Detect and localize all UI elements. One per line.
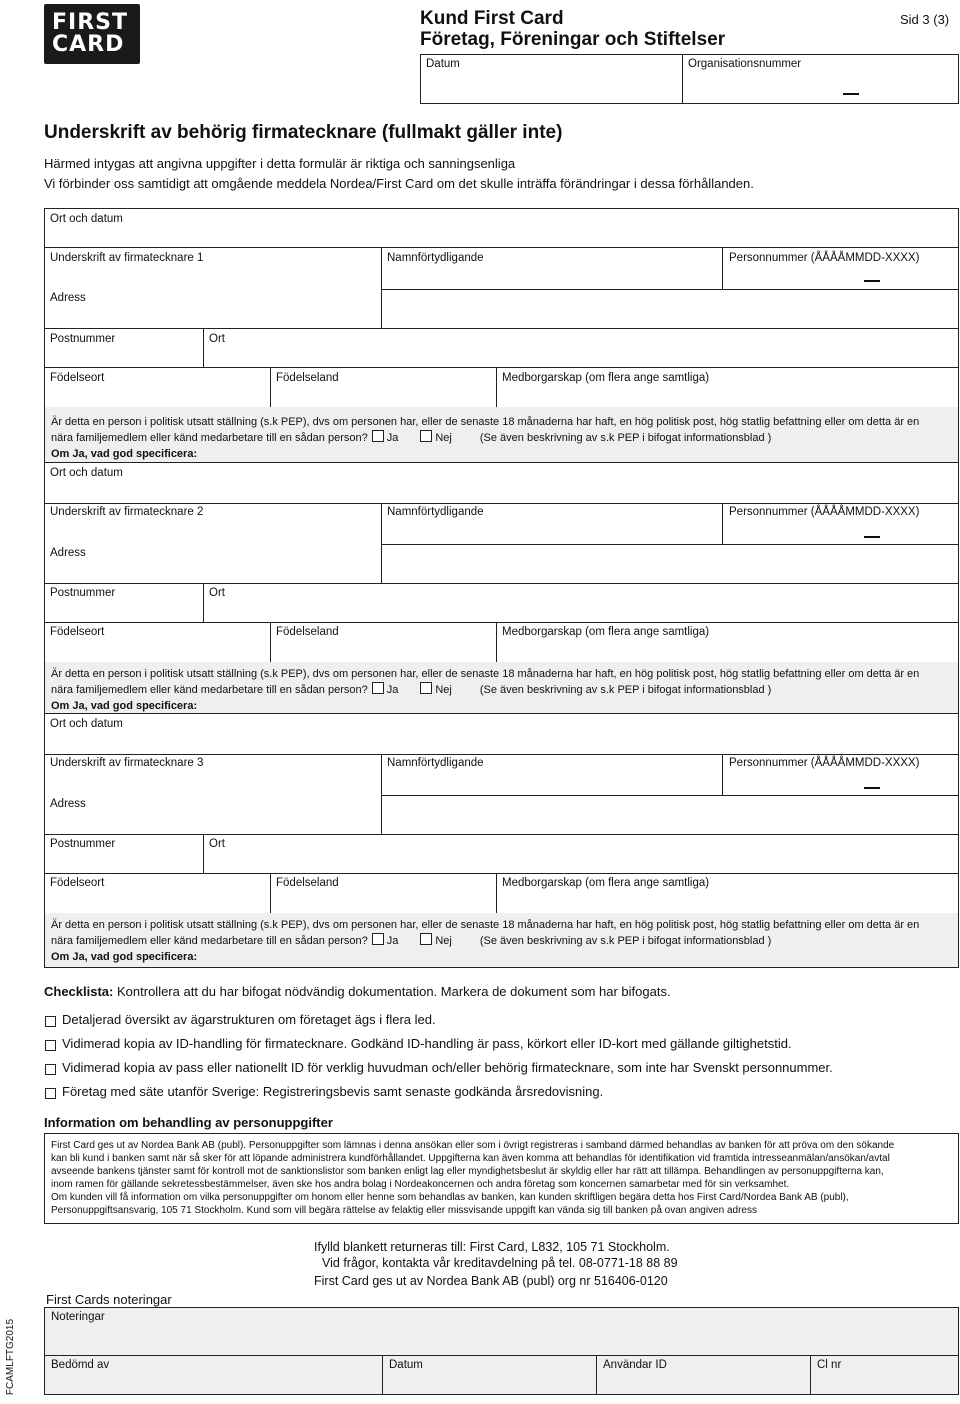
personnummer-label-3: Personnummer (ÅÅÅÅMMDD-XXXX) [729, 757, 920, 769]
return-line-2: Vid frågor, kontakta vår kreditavdelning på tel. 08-0771-18 88 89 [322, 1256, 678, 1270]
adress-label-2: Adress [50, 547, 86, 559]
pep-question-3b [51, 933, 771, 948]
fodelseort-label-3: Födelseort [50, 877, 105, 889]
pep-ja-checkbox-1[interactable] [372, 430, 384, 442]
signature-label-2: Underskrift av firmatecknare 2 [50, 506, 204, 518]
fodelseland-label-1: Födelseland [276, 372, 339, 384]
pep-section-3 [44, 913, 959, 968]
info-line-5: Om kunden vill få information om vilka personuppgifter om honom eller henne som behandlas av banken, kan kunden skriftligen begära detta hos First Card/Nordea Bank AB (publ), [51, 1192, 849, 1203]
pep-nej-checkbox-2[interactable] [420, 682, 432, 694]
adress-label-3: Adress [50, 798, 86, 810]
info-line-2: kan bli kund i banken samt när så sker för att löpande administrera kundförhållandet. Uppgifterna kan även komma att behandlas för identifikation vid framtida intresseanmälan/ansökan/avtal [51, 1153, 890, 1164]
medborgarskap-field-1[interactable] [496, 367, 959, 408]
pep-ja-label-1: Ja [386, 432, 399, 444]
personnummer-field-1[interactable] [722, 247, 959, 290]
namn-field-1[interactable] [381, 247, 723, 290]
checklist-title: Checklista: [44, 984, 114, 999]
anvandar-id-label: Användar ID [603, 1359, 667, 1371]
return-line-3: First Card ges ut av Nordea Bank AB (publ) org nr 516406-0120 [314, 1274, 668, 1288]
postnummer-label-2: Postnummer [50, 587, 116, 599]
personnummer-field-2[interactable] [722, 503, 959, 545]
intro-line-1: Härmed intygas att angivna uppgifter i detta formulär är riktiga och sanningsenliga [44, 156, 516, 171]
postnummer-label-3: Postnummer [50, 838, 116, 850]
adress-field-1[interactable] [381, 289, 959, 329]
fodelseort-field-3[interactable] [44, 873, 271, 914]
form-code: FCAMLFTG2015 [5, 1318, 16, 1396]
postnummer-field-2[interactable] [44, 583, 204, 623]
logo-line-2: CARD [52, 32, 125, 57]
ort-datum-label-1: Ort och datum [50, 213, 123, 225]
pep-section-2 [44, 662, 959, 714]
pep-nej-checkbox-1[interactable] [420, 430, 432, 442]
page-number: Sid 3 (3) [900, 12, 950, 27]
om-ja-label-2: Om Ja, vad god specificera: [51, 700, 198, 712]
om-ja-label-3: Om Ja, vad god specificera: [51, 951, 198, 963]
fodelseland-label-2: Födelseland [276, 626, 339, 638]
info-line-4: inom ramen för gällande sekretessbestämmelser, även ske hos andra bolag i Nordeakoncernen och andra företag som koncernen samarbetar med för sin verksamhet. [51, 1179, 790, 1190]
personnummer-dash-1 [864, 280, 880, 282]
signature-field-2[interactable] [44, 503, 382, 584]
datum-label: Datum [426, 58, 460, 70]
noteringar-label: Noteringar [51, 1311, 105, 1323]
ort-label-2: Ort [209, 587, 225, 599]
personnummer-dash-3 [864, 787, 880, 789]
return-line-1: Ifylld blankett returneras till: First Card, L832, 105 71 Stockholm. [314, 1240, 670, 1254]
signature-field-3[interactable] [44, 754, 382, 835]
postnummer-field-1[interactable] [44, 328, 204, 368]
pep-ja-label-3: Ja [386, 935, 399, 947]
footer-datum-field[interactable] [382, 1355, 597, 1395]
personnummer-label-1: Personnummer (ÅÅÅÅMMDD-XXXX) [729, 252, 920, 264]
footer-datum-label: Datum [389, 1359, 423, 1371]
namn-label-1: Namnförtydligande [387, 252, 484, 264]
ort-field-3[interactable] [203, 834, 959, 874]
fodelseland-field-3[interactable] [270, 873, 497, 914]
pep-nej-label-2: Nej [435, 684, 452, 696]
ort-datum-field-1[interactable] [44, 208, 959, 248]
info-title: Information om behandling av personuppgifter [44, 1115, 333, 1130]
pep-nej-checkbox-3[interactable] [420, 933, 432, 945]
medborgarskap-field-2[interactable] [496, 622, 959, 663]
medborgarskap-field-3[interactable] [496, 873, 959, 914]
pep-ja-label-2: Ja [386, 684, 399, 696]
namn-field-3[interactable] [381, 754, 723, 796]
checklist-item-4: Företag med säte utanför Sverige: Registreringsbevis samt senaste godkända årsredovisning. [62, 1084, 604, 1099]
info-box [44, 1133, 959, 1224]
ort-field-1[interactable] [203, 328, 959, 368]
ort-datum-label-3: Ort och datum [50, 718, 123, 730]
logo-line-1: FIRST [52, 10, 129, 35]
pep-ja-checkbox-2[interactable] [372, 682, 384, 694]
adress-field-2[interactable] [381, 544, 959, 584]
section-title: Underskrift av behörig firmatecknare (fullmakt gäller inte) [44, 122, 563, 143]
ort-datum-field-3[interactable] [44, 713, 959, 755]
cl-nr-field[interactable] [810, 1355, 959, 1395]
om-ja-label-1: Om Ja, vad god specificera: [51, 448, 198, 460]
pep-nej-label-3: Nej [435, 935, 452, 947]
pep-question-2b [51, 682, 771, 697]
medborgarskap-label-2: Medborgarskap (om flera ange samtliga) [502, 626, 710, 638]
signature-label-1: Underskrift av firmatecknare 1 [50, 252, 204, 264]
adress-field-3[interactable] [381, 795, 959, 835]
fodelseland-label-3: Födelseland [276, 877, 339, 889]
fodelseland-field-1[interactable] [270, 367, 497, 408]
pep-question-3b-text: nära familjemedlem eller känd medarbetare till en sådan person? [51, 935, 368, 947]
fodelseort-label-1: Födelseort [50, 372, 105, 384]
first-card-logo [44, 4, 140, 64]
pep-question-3a: Är detta en person i politisk utsatt ställning (s.k PEP), dvs om personen har, eller de senaste 18 månaderna har haft, en hög politisk post, hög statlig befattning eller om detta är en [51, 919, 920, 931]
cl-nr-label: Cl nr [817, 1359, 842, 1371]
adress-label-1: Adress [50, 292, 86, 304]
postnummer-label-1: Postnummer [50, 333, 116, 345]
orgnr-label: Organisationsnummer [688, 58, 802, 70]
pep-question-2b-text: nära familjemedlem eller känd medarbetare till en sådan person? [51, 684, 368, 696]
notes-title: First Cards noteringar [46, 1292, 172, 1307]
ort-label-1: Ort [209, 333, 225, 345]
checklist-checkbox-3[interactable] [45, 1064, 56, 1075]
info-line-6: Personuppgiftsansvarig, 105 71 Stockholm. Kund som vill begära rättelse av felaktig eller missvisande uppgift kan vända sig till banken på ovan angiven adress [51, 1205, 757, 1216]
pep-nej-label-1: Nej [435, 432, 452, 444]
medborgarskap-label-3: Medborgarskap (om flera ange samtliga) [502, 877, 710, 889]
fodelseland-field-2[interactable] [270, 622, 497, 663]
checklist-intro [44, 984, 671, 1000]
signature-label-3: Underskrift av firmatecknare 3 [50, 757, 204, 769]
noteringar-field[interactable] [44, 1307, 959, 1356]
form-subtitle: Företag, Föreningar och Stiftelser [420, 29, 726, 50]
fodelseort-field-2[interactable] [44, 622, 271, 663]
pep-question-1a: Är detta en person i politisk utsatt ställning (s.k PEP), dvs om personen har, eller de senaste 18 månaderna har haft, en hög politisk post, hög statlig befattning eller om detta är en [51, 416, 920, 428]
namn-field-2[interactable] [381, 503, 723, 545]
ort-label-3: Ort [209, 838, 225, 850]
info-line-3: avseende bankens tjänster samt för kontroll mot de sanktionslistor som banken enligt lag eller myndighetsbeslut är skyldig eller har rätt att tillämpa. Behandlingen av personuppgifterna kan, [51, 1166, 884, 1177]
namn-label-2: Namnförtydligande [387, 506, 484, 518]
postnummer-field-3[interactable] [44, 834, 204, 874]
anvandar-id-field[interactable] [596, 1355, 811, 1395]
orgnr-field[interactable] [682, 54, 959, 104]
pep-section-1 [44, 407, 959, 463]
checklist-checkbox-2[interactable] [45, 1040, 56, 1051]
medborgarskap-label-1: Medborgarskap (om flera ange samtliga) [502, 372, 710, 384]
personnummer-label-2: Personnummer (ÅÅÅÅMMDD-XXXX) [729, 506, 920, 518]
info-line-1: First Card ges ut av Nordea Bank AB (publ). Personuppgifter som lämnas i denna ansökan eller som i övrigt registreras i samband därmed behandlas av banken för att pröva om den sökande [51, 1140, 895, 1151]
pep-note-1: (Se även beskrivning av s.k PEP i bifogat informationsblad ) [479, 432, 772, 444]
signature-field-1[interactable] [44, 247, 382, 329]
ort-datum-label-2: Ort och datum [50, 467, 123, 479]
pep-question-1b [51, 430, 771, 445]
checklist-item-1: Detaljerad översikt av ägarstrukturen om företaget ägs i flera led. [62, 1012, 436, 1027]
orgnr-dash [843, 93, 859, 95]
ort-field-2[interactable] [203, 583, 959, 623]
bedomd-av-label: Bedömd av [51, 1359, 110, 1371]
pep-note-2: (Se även beskrivning av s.k PEP i bifogat informationsblad ) [479, 684, 772, 696]
intro-line-2: Vi förbinder oss samtidigt att omgående meddela Nordea/First Card om det skulle inträffa förändringar i dessa förhållanden. [44, 176, 754, 191]
checklist-checkbox-1[interactable] [45, 1016, 56, 1027]
pep-note-3: (Se även beskrivning av s.k PEP i bifogat informationsblad ) [479, 935, 772, 947]
checklist-item-3: Vidimerad kopia av pass eller nationellt ID för verklig huvudman och/eller behörig firmatecknare, som inte har Svenskt personnummer. [62, 1060, 833, 1075]
fodelseort-field-1[interactable] [44, 367, 271, 408]
form-title: Kund First Card [420, 8, 564, 29]
datum-field[interactable] [420, 54, 683, 104]
checklist-intro-text: Kontrollera att du har bifogat nödvändig dokumentation. Markera de dokument som har bifogats. [117, 984, 671, 999]
pep-question-2a: Är detta en person i politisk utsatt ställning (s.k PEP), dvs om personen har, eller de senaste 18 månaderna har haft, en hög politisk post, hög statlig befattning eller om detta är en [51, 668, 920, 680]
pep-question-1b-text: nära familjemedlem eller känd medarbetare till en sådan person? [51, 432, 368, 444]
personnummer-dash-2 [864, 536, 880, 538]
checklist-checkbox-4[interactable] [45, 1088, 56, 1099]
bedomd-av-field[interactable] [44, 1355, 383, 1395]
personnummer-field-3[interactable] [722, 754, 959, 796]
checklist-item-2: Vidimerad kopia av ID-handling för firmatecknare. Godkänd ID-handling är pass, körkort eller ID-kort med gällande giltighetstid. [62, 1036, 792, 1051]
ort-datum-field-2[interactable] [44, 462, 959, 504]
namn-label-3: Namnförtydligande [387, 757, 484, 769]
fodelseort-label-2: Födelseort [50, 626, 105, 638]
pep-ja-checkbox-3[interactable] [372, 933, 384, 945]
